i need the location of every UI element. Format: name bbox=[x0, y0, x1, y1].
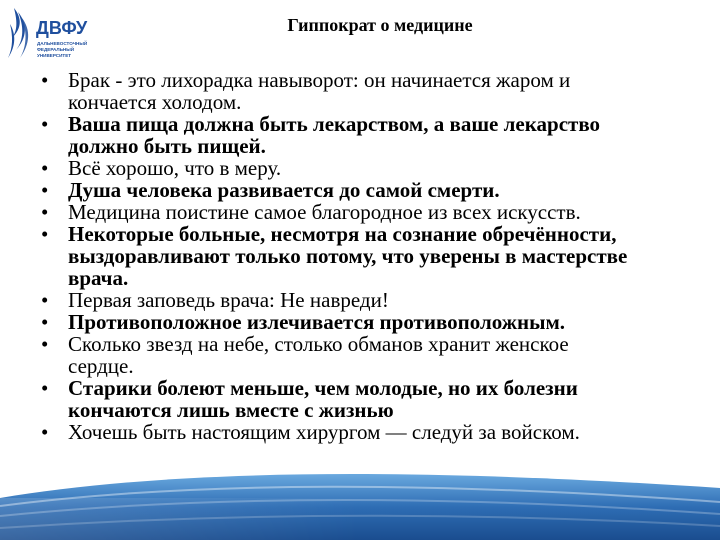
quote-text-line: Хочешь быть настоящим хирургом — следуй за войском. bbox=[68, 420, 580, 444]
bullet-icon: • bbox=[41, 332, 49, 356]
quote-text-line: Брак - это лихорадка навыворот: он начинается жаром и bbox=[68, 68, 571, 92]
quote-text-line: Первая заповедь врача: Не навреди! bbox=[68, 288, 389, 312]
quote-item bbox=[16, 289, 720, 311]
svg-text:ФЕДЕРАЛЬНЫЙ: ФЕДЕРАЛЬНЫЙ bbox=[37, 47, 74, 52]
quote-text-line: Сколько звезд на небе, столько обманов хранит женское bbox=[68, 332, 569, 356]
quote-text-line: Душа человека развивается до самой смерти. bbox=[68, 178, 500, 202]
quote-text-line: Некоторые больные, несмотря на сознание обречённости, bbox=[68, 222, 617, 246]
svg-text:ДАЛЬНЕВОСТОЧНЫЙ: ДАЛЬНЕВОСТОЧНЫЙ bbox=[37, 41, 88, 46]
quote-item bbox=[16, 113, 720, 157]
dvfu-logo bbox=[4, 4, 104, 64]
quote-text-line: Старики болеют меньше, чем молодые, но их болезни bbox=[68, 376, 578, 400]
quote-text-line: кончается холодом. bbox=[68, 90, 242, 114]
quote-item bbox=[16, 179, 720, 201]
svg-text:ДВФУ: ДВФУ bbox=[36, 18, 88, 38]
bullet-icon: • bbox=[41, 200, 49, 224]
bullet-icon: • bbox=[41, 112, 49, 136]
footer-decoration bbox=[0, 458, 720, 540]
quote-text-line: Всё хорошо, что в меру. bbox=[68, 156, 282, 180]
bullet-icon: • bbox=[41, 222, 49, 246]
dvfu-logo-graphic bbox=[4, 4, 104, 64]
quote-item bbox=[16, 157, 720, 179]
bullet-icon: • bbox=[41, 376, 49, 400]
quote-text-line: выздоравливают только потому, что уверены в мастерстве bbox=[68, 244, 628, 268]
quote-text-line: должно быть пищей. bbox=[68, 134, 266, 158]
quote-item bbox=[16, 311, 720, 333]
quote-text-line: Ваша пища должна быть лекарством, а ваше лекарство bbox=[68, 112, 601, 136]
svg-text:УНИВЕРСИТЕТ: УНИВЕРСИТЕТ bbox=[37, 53, 72, 58]
bullet-icon: • bbox=[41, 68, 49, 92]
quote-item bbox=[16, 333, 720, 377]
quote-item bbox=[16, 223, 720, 289]
quote-text-line: Медицина поистине самое благородное из всех искусств. bbox=[68, 200, 581, 224]
bullet-icon: • bbox=[41, 288, 49, 312]
quote-text-line: врача. bbox=[68, 266, 129, 290]
bullet-icon: • bbox=[41, 178, 49, 202]
quote-item bbox=[16, 69, 720, 113]
quote-text-line: кончаются лишь вместе с жизнью bbox=[68, 398, 394, 422]
quote-text-line: сердце. bbox=[68, 354, 134, 378]
quote-text-line: Противоположное излечивается противоположным. bbox=[68, 310, 566, 334]
bullet-icon: • bbox=[41, 156, 49, 180]
quote-list bbox=[16, 69, 720, 443]
quote-item bbox=[16, 377, 720, 421]
slide-title: Гиппократ о медицине bbox=[287, 15, 473, 35]
bullet-icon: • bbox=[41, 420, 49, 444]
bullet-icon: • bbox=[41, 310, 49, 334]
quote-item bbox=[16, 421, 720, 443]
quote-item bbox=[16, 201, 720, 223]
